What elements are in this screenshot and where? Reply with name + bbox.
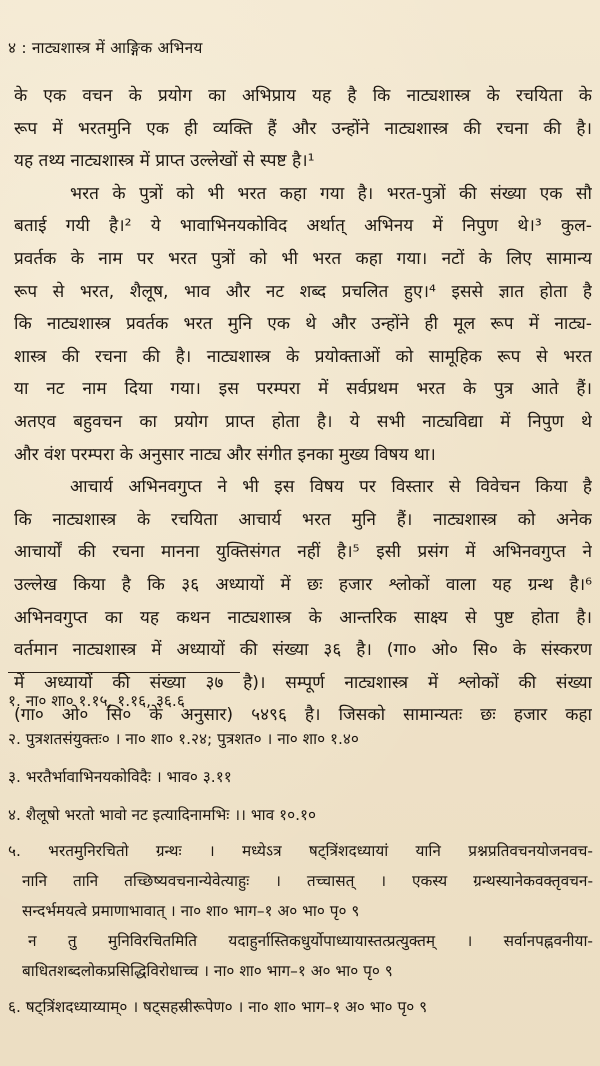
body-line: अभिनवगुप्त का यह कथन नाट्यशास्त्र के आन्तरिक साक्ष्य से पुष्ट होता है। — [14, 607, 592, 628]
footnote-5-line: ५. भरतमुनिरचितो ग्रन्थः । मध्येऽत्र षट्त्रिंशदध्यायां यानि प्रश्नप्रतिवचनयोजनवच- — [8, 842, 593, 860]
body-line: अतएव बहुवचन का प्रयोग प्राप्त होता है। ये सभी नाट्यविद्या में निपुण थे — [14, 411, 592, 432]
footnotes — [8, 686, 593, 1022]
running-head: ४ : नाट्यशास्त्र में आङ्गिक अभिनय — [8, 39, 203, 57]
footnote-6: ६. षट्त्रिंशदध्याय्याम्० । षट्सहस्रीरूपेण० । ना० शा० भाग–१ अ० भा० पृ० ९ — [8, 998, 428, 1016]
footnote-5-line: बाधितशब्दलोकप्रसिद्धिविरोधाच्च । ना० शा० भाग–१ अ० भा० पृ० ९ — [22, 962, 393, 980]
footnote-1: १. ना० शा० १.१५, १.१६, ३६.६ — [8, 692, 185, 710]
body-line: रूप से भरत, शैलूष, भाव और नट शब्द प्रचलित हुए।⁴ इससे ज्ञात होता है — [14, 281, 592, 302]
body-line: आचार्यों की रचना मानना युक्तिसंगत नहीं है।⁵ इसी प्रसंग में अभिनवगुप्त ने — [14, 542, 592, 563]
footnote-5-line: सन्दर्भमयत्वे प्रमाणाभावात् । ना० शा० भाग–१ अ० भा० पृ० ९ — [22, 902, 360, 920]
body-line: वर्तमान नाट्यशास्त्र में अध्यायों की संख्या ३६ है। (गा० ओ० सि० के संस्करण — [14, 640, 592, 661]
body-text — [14, 80, 592, 732]
body-line: रूप में भरतमुनि एक ही व्यक्ति हैं और उन्होंने नाट्यशास्त्र की रचना की है। — [14, 118, 592, 139]
body-line: कि नाट्यशास्त्र के रचयिता आचार्य भरत मुनि हैं। नाट्यशास्त्र को अनेक — [14, 509, 592, 530]
body-line: (गा० ओ० सि० के अनुसार) ५४९६ है। जिसको सामान्यतः छः हजार कहा — [14, 705, 592, 726]
footnote-2: २. पुत्रशतसंयुक्तः० । ना० शा० १.२४; पुत्रशत० । ना० शा० १.४० — [8, 730, 359, 748]
body-line: प्रवर्तक के नाम पर भरत पुत्रों को भी भरत कहा गया। नटों के लिए सामान्य — [14, 248, 592, 269]
footnote-5-line: न तु मुनिविरचितमिति यदाहुर्नास्तिकधुर्योपाध्यायास्तत्प्रत्युक्तम् । सर्वानपह्नवनीया- — [28, 932, 593, 950]
body-line: बताई गयी है।² ये भावाभिनयकोविद अर्थात् अभिनय में निपुण थे।³ कुल- — [14, 216, 592, 237]
body-line: में अध्यायों की संख्या ३७ है)। सम्पूर्ण नाट्यशास्त्र में श्लोकों की संख्या — [14, 672, 592, 693]
body-line: यह तथ्य नाट्यशास्त्र में प्राप्त उल्लेखों से स्पष्ट है।¹ — [14, 151, 315, 172]
body-line: और वंश परम्परा के अनुसार नाट्य और संगीत इनका मुख्य विषय था। — [14, 444, 436, 465]
body-line: भरत के पुत्रों को भी भरत कहा गया है। भरत-पुत्रों की संख्या एक सौ — [70, 183, 592, 204]
body-line: आचार्य अभिनवगुप्त ने भी इस विषय पर विस्तार से विवेचन किया है — [70, 477, 592, 498]
body-line: उल्लेख किया है कि ३६ अध्यायों में छः हजार श्लोकों वाला यह ग्रन्थ है।⁶ — [14, 574, 592, 595]
body-line: कि नाट्यशास्त्र प्रवर्तक भरत मुनि एक थे और उन्होंने ही मूल रूप में नाट्य- — [14, 314, 592, 335]
footnote-5-line: नानि तानि तच्छिष्यवचनान्येवेत्याहुः । तच्चासत् । एकस्य ग्रन्थस्यानेकवक्तृवचन- — [22, 872, 593, 890]
body-line: के एक वचन के प्रयोग का अभिप्राय यह है कि नाट्यशास्त्र के रचयिता के — [14, 86, 592, 106]
body-line: शास्त्र की रचना की है। नाट्यशास्त्र के प्रयोक्ताओं को सामूहिक रूप से भरत — [14, 346, 592, 367]
footnote-divider — [8, 672, 240, 673]
footnote-4: ४. शैलूषो भरतो भावो नट इत्यादिनामभिः ।। भाव १०.१० — [8, 806, 317, 824]
footnote-3: ३. भरतैर्भावाभिनयकोविदैः । भाव० ३.११ — [8, 768, 232, 786]
body-line: या नट नाम दिया गया। इस परम्परा में सर्वप्रथम भरत के पुत्र आते हैं। — [14, 379, 592, 400]
